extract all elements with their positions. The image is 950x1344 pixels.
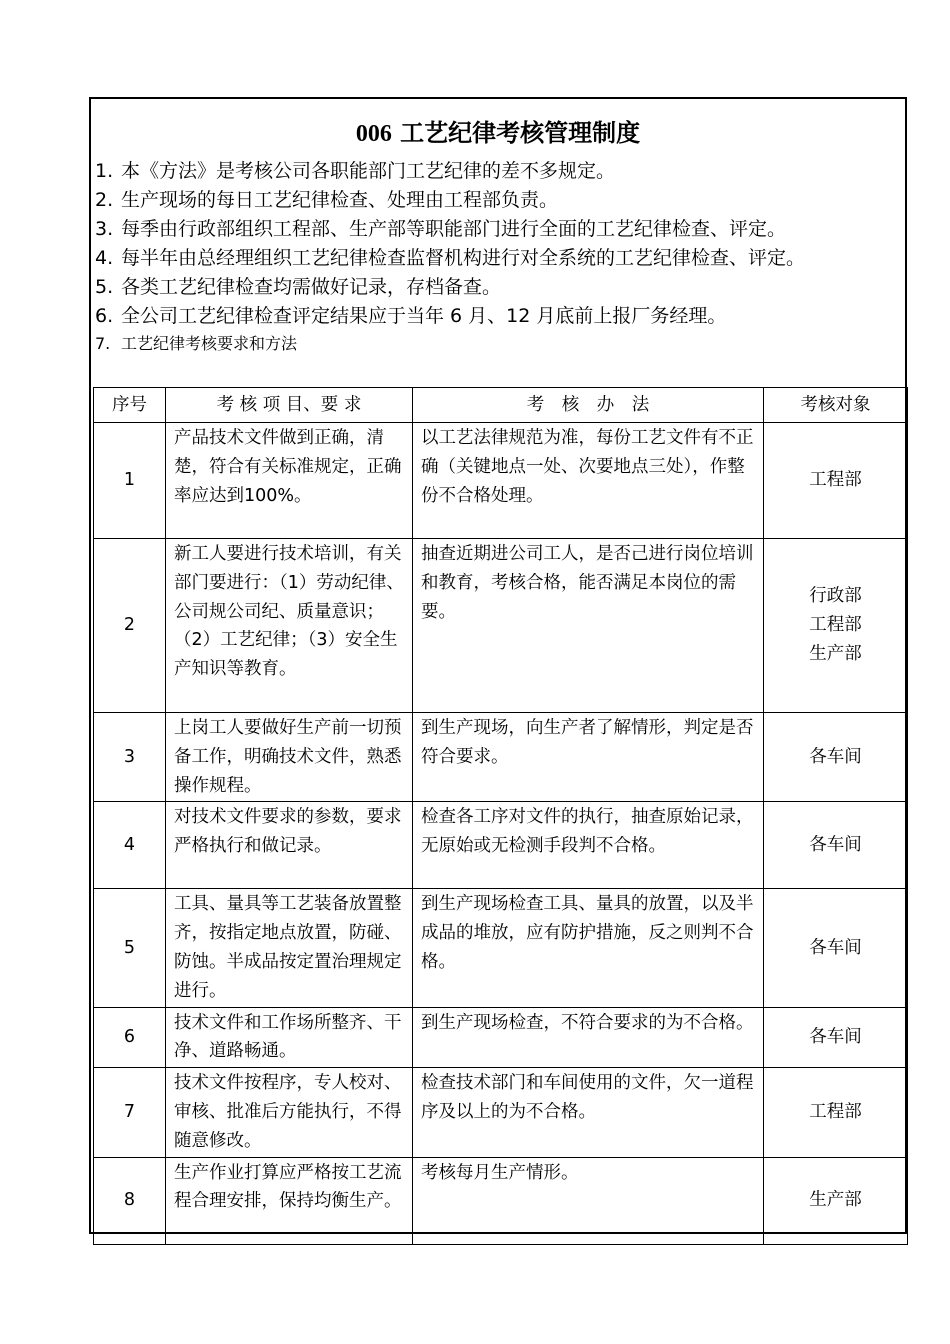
row-target: 各车间: [764, 1007, 908, 1068]
table-row: [94, 1068, 908, 1157]
row-no: 3: [94, 713, 166, 802]
rule-number: 2.: [95, 189, 114, 211]
row-method: 考核每月生产情形。: [413, 1157, 764, 1244]
row-requirement: 技术文件和工作场所整齐、干净、道路畅通。: [166, 1007, 413, 1068]
row-target: 各车间: [764, 713, 908, 802]
rule-item: [95, 244, 901, 273]
rule-list: [95, 157, 901, 357]
header-no: 序号: [94, 388, 166, 423]
rule-text: 每半年由总经理组织工艺纪律检查监督机构进行对全系统的工艺纪律检查、评定。: [121, 247, 806, 269]
rule-text: 工艺纪律考核要求和方法: [121, 334, 298, 353]
table-row: [94, 802, 908, 889]
rule-number: 1.: [95, 160, 114, 182]
row-requirement: 技术文件按程序，专人校对、审核、批准后方能执行，不得随意修改。: [166, 1068, 413, 1157]
rule-item: [95, 331, 901, 357]
table-row: [94, 889, 908, 1007]
title-number: 006: [355, 121, 392, 147]
row-method: 检查技术部门和车间使用的文件，欠一道程序及以上的为不合格。: [413, 1068, 764, 1157]
row-no: 5: [94, 889, 166, 1007]
title-text: 工艺纪律考核管理制度: [400, 118, 641, 147]
row-target: 行政部 工程部 生产部: [764, 539, 908, 713]
table-header-row: [94, 388, 908, 423]
row-requirement: 上岗工人要做好生产前一切预备工作，明确技术文件，熟悉操作规程。: [166, 713, 413, 802]
rule-text: 全公司工艺纪律检查评定结果应于当年 6 月、12 月底前上报厂务经理。: [121, 305, 727, 327]
row-target: 生产部: [764, 1157, 908, 1244]
rule-text: 各类工艺纪律检查均需做好记录，存档备查。: [121, 276, 502, 298]
rule-item: [95, 273, 901, 302]
rule-text: 生产现场的每日工艺纪律检查、处理由工程部负责。: [121, 189, 559, 211]
header-target: 考核对象: [764, 388, 908, 423]
rule-number: 7.: [95, 334, 111, 353]
document-frame: [89, 97, 907, 1234]
table-row: [94, 713, 908, 802]
header-requirement: 考 核 项 目、要 求: [166, 388, 413, 423]
row-requirement: 产品技术文件做到正确，清楚，符合有关标准规定，正确率应达到100%。: [166, 423, 413, 539]
table-row: [94, 1157, 908, 1244]
row-requirement: 新工人要进行技术培训，有关部门要进行：（1）劳动纪律、公司规公司纪、质量意识；（2）工艺纪律；（3）安全生产知识等教育。: [166, 539, 413, 713]
rule-number: 5.: [95, 276, 114, 298]
row-target: 各车间: [764, 889, 908, 1007]
row-method: 检查各工序对文件的执行，抽查原始记录，无原始或无检测手段判不合格。: [413, 802, 764, 889]
rule-text: 每季由行政部组织工程部、生产部等职能部门进行全面的工艺纪律检查、评定。: [121, 218, 787, 240]
row-requirement: 生产作业打算应严格按工艺流程合理安排，保持均衡生产。: [166, 1157, 413, 1244]
rule-item: [95, 215, 901, 244]
row-requirement: 工具、量具等工艺装备放置整齐，按指定地点放置，防碰、防蚀。半成品按定置治理规定进行。: [166, 889, 413, 1007]
table-row: [94, 1007, 908, 1068]
rule-item: [95, 157, 901, 186]
row-requirement: 对技术文件要求的参数，要求严格执行和做记录。: [166, 802, 413, 889]
row-no: 7: [94, 1068, 166, 1157]
row-method: 到生产现场检查工具、量具的放置，以及半成品的堆放，应有防护措施，反之则判不合格。: [413, 889, 764, 1007]
table-row: [94, 423, 908, 539]
row-no: 4: [94, 802, 166, 889]
row-target: 工程部: [764, 423, 908, 539]
row-target: 工程部: [764, 1068, 908, 1157]
table-row: [94, 539, 908, 713]
row-method: 以工艺法律规范为准，每份工艺文件有不正确（关键地点一处、次要地点三处），作整份不合格处理。: [413, 423, 764, 539]
rule-number: 6.: [95, 305, 114, 327]
row-no: 1: [94, 423, 166, 539]
header-method: 考 核 办 法: [413, 388, 764, 423]
assessment-table: [93, 387, 908, 1245]
row-method: 到生产现场，向生产者了解情形，判定是否符合要求。: [413, 713, 764, 802]
rule-number: 3.: [95, 218, 114, 240]
row-no: 6: [94, 1007, 166, 1068]
document-title: [91, 113, 905, 148]
rule-item: [95, 302, 901, 331]
rule-item: [95, 186, 901, 215]
row-no: 8: [94, 1157, 166, 1244]
rule-text: 本《方法》是考核公司各职能部门工艺纪律的差不多规定。: [121, 160, 616, 182]
row-method: 抽查近期进公司工人，是否己进行岗位培训和教育，考核合格，能否满足本岗位的需要。: [413, 539, 764, 713]
row-method: 到生产现场检查，不符合要求的为不合格。: [413, 1007, 764, 1068]
row-no: 2: [94, 539, 166, 713]
row-target: 各车间: [764, 802, 908, 889]
rule-number: 4.: [95, 247, 114, 269]
